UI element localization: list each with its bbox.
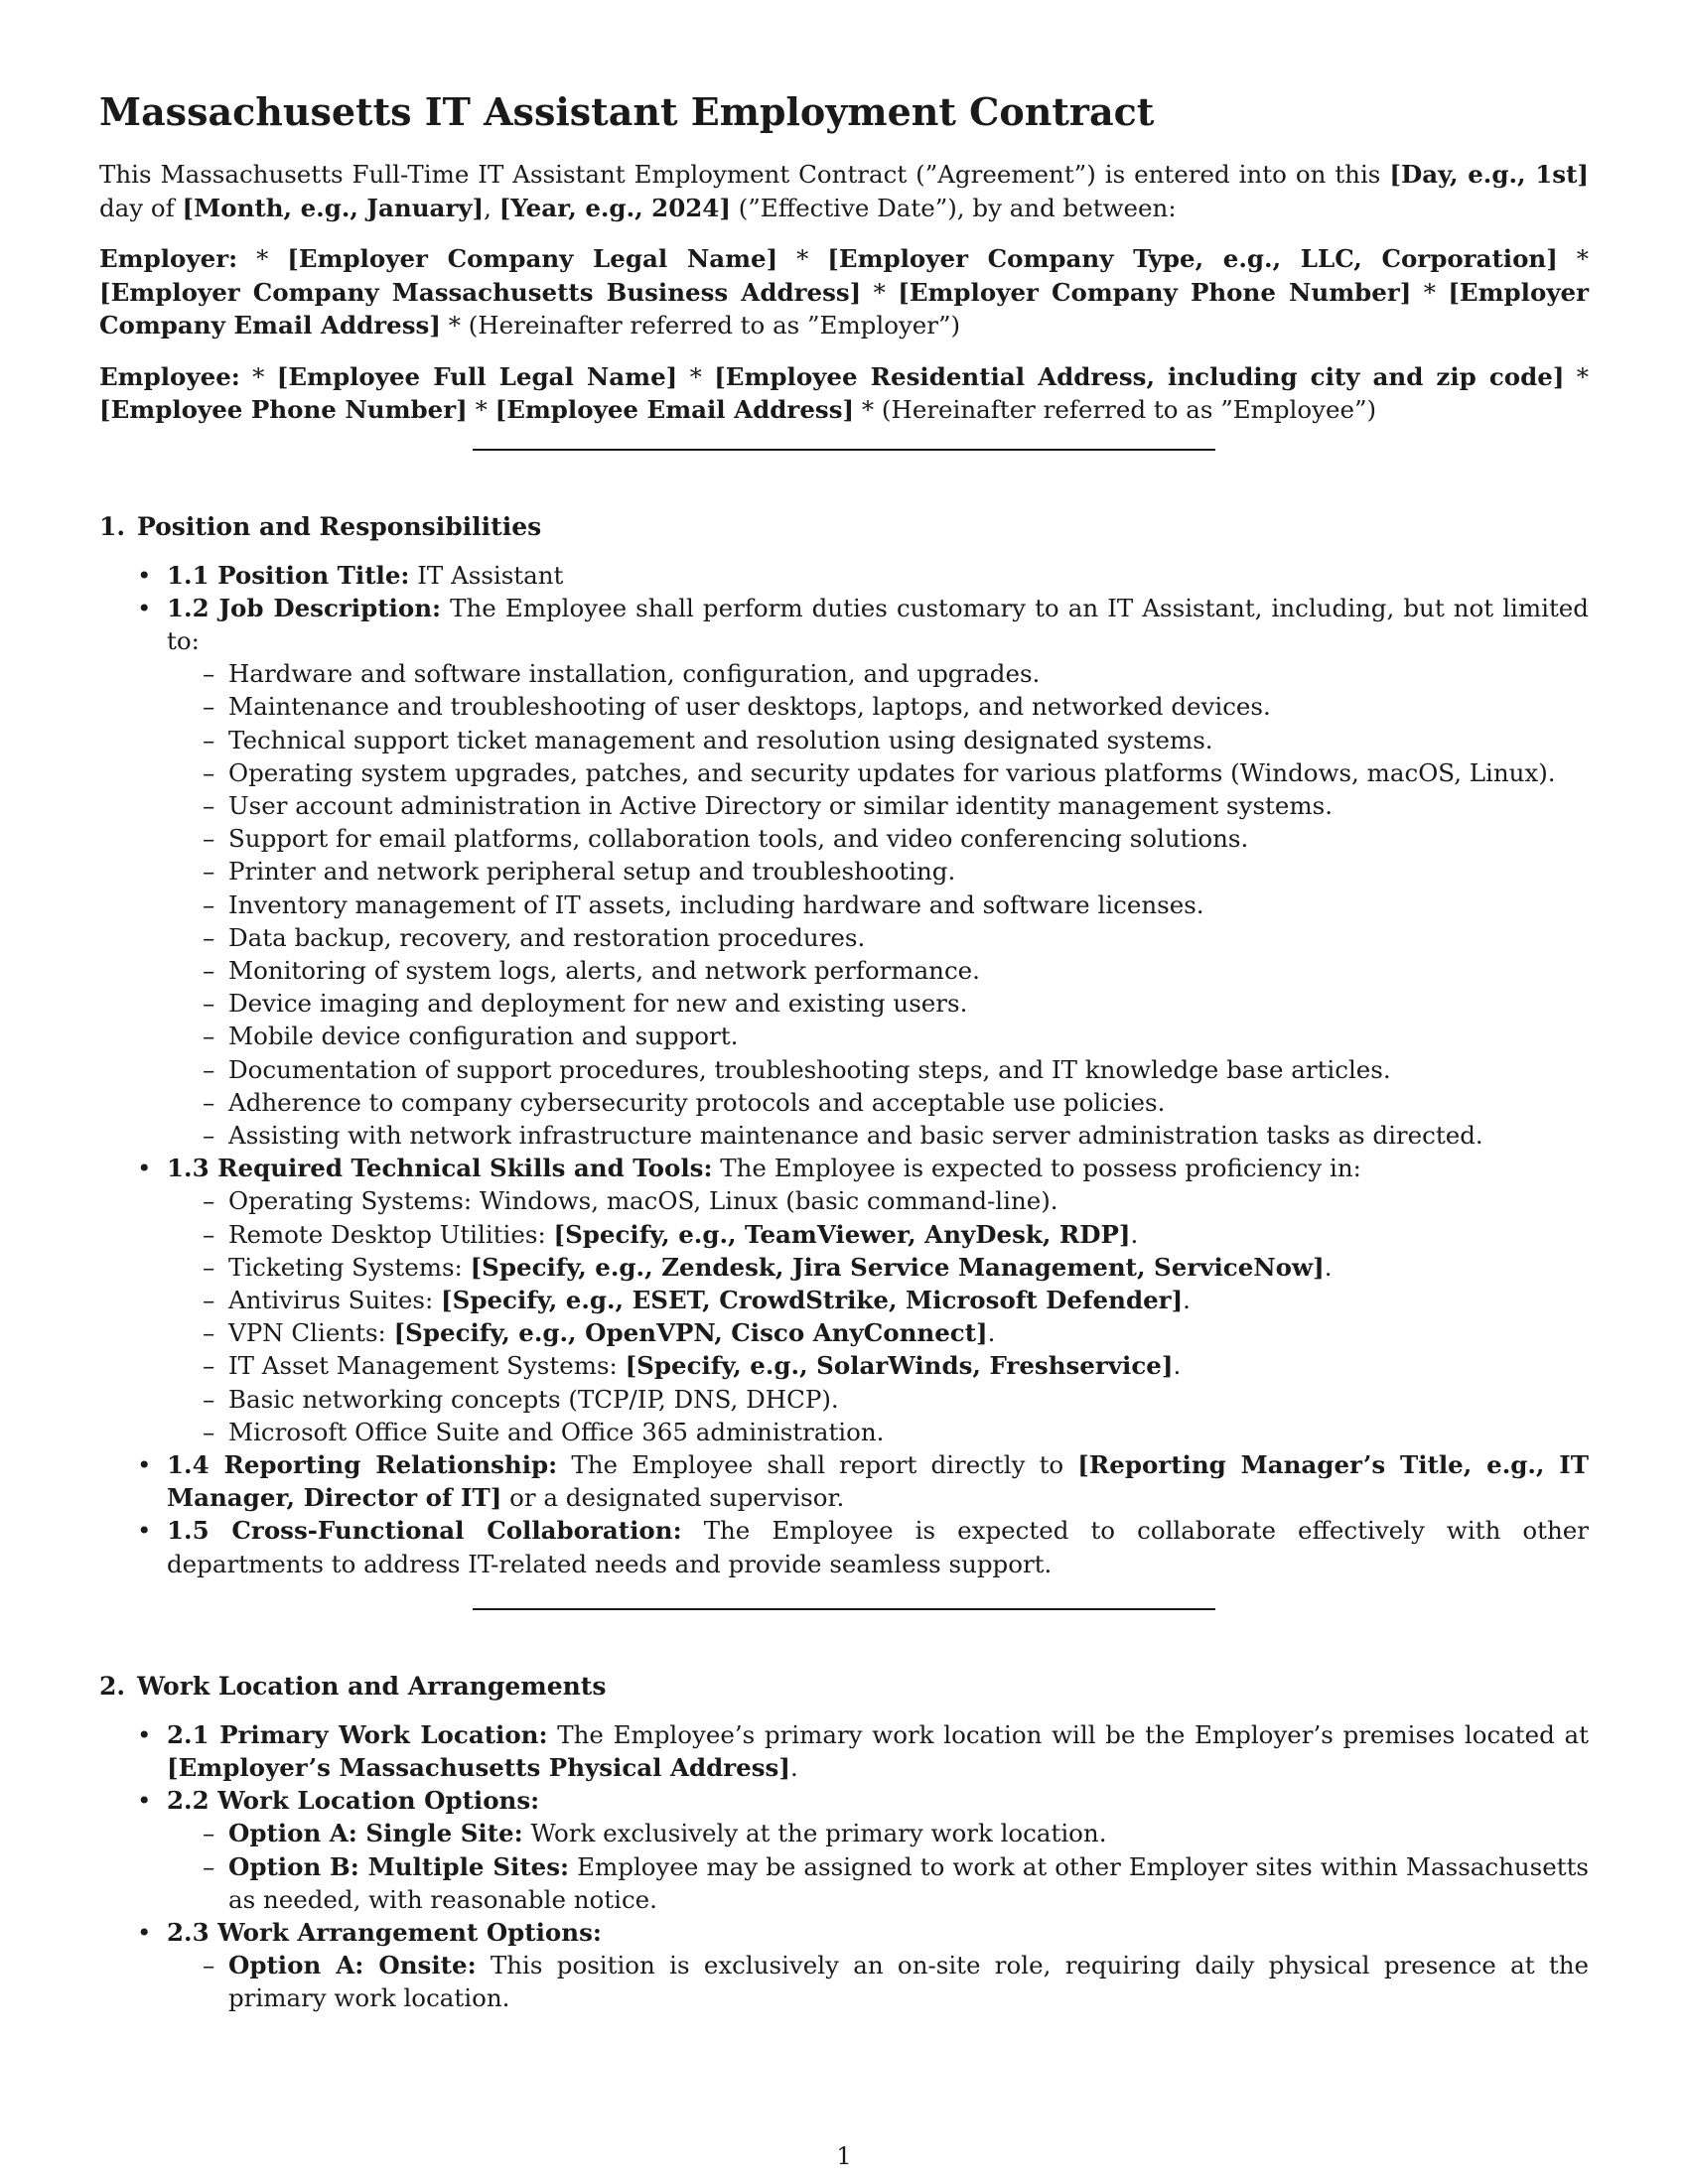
clause-label: 2.1 Primary Work Location: <box>167 1719 548 1749</box>
horizontal-rule <box>473 449 1215 451</box>
option-text: This position is exclusively an on-site role, requiring daily physical presence at the primary work location. <box>228 1951 1589 2013</box>
clause-text: The Employee shall report directly to <box>557 1449 1078 1479</box>
employee-address-placeholder: [Employee Residential Address, including city and zip code] <box>714 361 1565 391</box>
option-label: Option A: Onsite: <box>228 1951 477 1980</box>
separator: * <box>237 244 288 273</box>
section-title: Position and Responsibilities <box>137 511 542 541</box>
option-label: Option B: Multiple Sites: <box>228 1851 570 1881</box>
skills-list <box>99 1184 1589 1448</box>
list-item <box>99 1916 1589 2015</box>
skill-label: VPN Clients: <box>228 1318 394 1348</box>
day-placeholder: [Day, e.g., 1st] <box>1389 160 1589 189</box>
skill-item: – Operating Systems: Windows, macOS, Linux (basic command-line). <box>167 1184 1589 1217</box>
skill-item: – Basic networking concepts (TCP/IP, DNS, DHCP). <box>167 1383 1589 1416</box>
separator: * <box>861 277 899 307</box>
year-placeholder: [Year, e.g., 2024] <box>498 193 731 222</box>
skill-item <box>167 1284 1589 1316</box>
clause-label: 1.4 Reporting Relationship: <box>167 1449 558 1479</box>
duty-item: – Hardware and software installation, configuration, and upgrades. <box>167 657 1589 690</box>
skill-placeholder: [Specify, e.g., OpenVPN, Cisco AnyConnect] <box>393 1318 988 1348</box>
skill-label: Antivirus Suites: <box>228 1285 442 1314</box>
skill-item: – Microsoft Office Suite and Office 365 administration. <box>167 1416 1589 1448</box>
option-item <box>167 1817 1589 1849</box>
employer-type-placeholder: [Employer Company Type, e.g., LLC, Corporation] <box>827 244 1558 273</box>
section-2-heading <box>99 1670 1589 1703</box>
employee-email-placeholder: [Employee Email Address] <box>494 395 855 424</box>
arrangement-options-list <box>99 1949 1589 2014</box>
skill-item <box>167 1349 1589 1382</box>
clause-label: 2.3 Work Arrangement Options: <box>167 1918 602 1948</box>
clause-label: 2.2 Work Location Options: <box>167 1786 540 1816</box>
duty-item: – Support for email platforms, collaboration tools, and video conferencing solutions. <box>167 822 1589 855</box>
section-title: Work Location and Arrangements <box>137 1671 607 1701</box>
duty-item: – Documentation of support procedures, troubleshooting steps, and IT knowledge base articles. <box>167 1053 1589 1086</box>
employer-label: Employer: <box>99 244 238 273</box>
section-number: 1. <box>99 511 126 541</box>
separator: * <box>1557 244 1590 273</box>
clause-text: The Employee shall perform duties customary to an IT Assistant, including, but not limited to: <box>167 593 1589 655</box>
clause-label: 1.3 Required Technical Skills and Tools: <box>167 1154 713 1183</box>
period: . <box>1173 1351 1182 1381</box>
list-item <box>99 559 1589 592</box>
employee-phone-placeholder: [Employee Phone Number] <box>99 395 468 424</box>
horizontal-rule <box>473 1608 1215 1610</box>
list-item <box>99 1784 1589 1916</box>
employer-address-placeholder: [Employer Company Massachusetts Business Address] <box>99 277 862 307</box>
employer-email-placeholder: [Employer Company Email Address] <box>99 277 1590 340</box>
clause-label: 1.5 Cross-Functional Collaboration: <box>167 1516 682 1546</box>
duty-item: – Assisting with network infrastructure maintenance and basic server administration tasks as directed. <box>167 1119 1589 1152</box>
period: . <box>789 1753 798 1782</box>
skill-placeholder: [Specify, e.g., SolarWinds, Freshservice] <box>625 1351 1174 1381</box>
employee-tail: * (Hereinafter referred to as ”Employee”) <box>854 395 1377 424</box>
page-number: 1 <box>836 2142 852 2170</box>
section-1-list <box>99 559 1589 1580</box>
employee-label: Employee: <box>99 361 240 391</box>
separator: * <box>1564 361 1590 391</box>
intro-paragraph <box>99 158 1589 224</box>
skill-item <box>167 1218 1589 1251</box>
separator: * <box>677 361 715 391</box>
section-number: 2. <box>99 1671 126 1701</box>
manager-title-placeholder: [Reporting Manager’s Title, e.g., IT Manager, Director of IT] <box>167 1449 1589 1513</box>
clause-text: IT Assistant <box>409 560 564 590</box>
intro-text: , <box>484 193 499 222</box>
clause-text: The Employee is expected to possess proficiency in: <box>712 1154 1361 1183</box>
duty-item: – Operating system upgrades, patches, and security updates for various platforms (Windows, macOS, Linux). <box>167 756 1589 789</box>
intro-text: day of <box>99 193 183 222</box>
employee-name-placeholder: [Employee Full Legal Name] <box>276 361 678 391</box>
section-1-heading <box>99 510 1589 543</box>
duty-item: – Device imaging and deployment for new and existing users. <box>167 987 1589 1020</box>
period: . <box>1324 1252 1333 1282</box>
duty-item: – Inventory management of IT assets, including hardware and software licenses. <box>167 888 1589 921</box>
document-title: Massachusetts IT Assistant Employment Contract <box>99 89 1155 134</box>
skill-label: Remote Desktop Utilities: <box>228 1219 554 1249</box>
duty-item: – Printer and network peripheral setup and troubleshooting. <box>167 855 1589 887</box>
skill-item <box>167 1316 1589 1349</box>
separator: * <box>467 395 495 424</box>
duties-list <box>99 657 1589 1152</box>
clause-text: The Employee’s primary work location will be the Employer’s premises located at <box>547 1719 1589 1749</box>
clause-label: 1.2 Job Description: <box>167 593 442 622</box>
employer-paragraph <box>99 242 1589 342</box>
duty-item: – Monitoring of system logs, alerts, and network performance. <box>167 954 1589 987</box>
option-text: Work exclusively at the primary work location. <box>522 1819 1107 1848</box>
option-item <box>167 1850 1589 1916</box>
clause-text: The Employee is expected to collaborate effectively with other departments to address IT-related needs and provide seamless support. <box>167 1516 1590 1578</box>
separator: * <box>777 244 828 273</box>
intro-text: (”Effective Date”), by and between: <box>730 193 1177 222</box>
skill-label: Ticketing Systems: <box>228 1252 471 1282</box>
employer-phone-placeholder: [Employer Company Phone Number] <box>898 277 1412 307</box>
skill-item <box>167 1251 1589 1284</box>
duty-item: – Adherence to company cybersecurity protocols and acceptable use policies. <box>167 1086 1589 1119</box>
separator: * <box>1411 277 1449 307</box>
duty-item: – Mobile device configuration and support. <box>167 1020 1589 1052</box>
option-item <box>167 1949 1589 2014</box>
section-2-list <box>99 1718 1589 2015</box>
list-item <box>99 1718 1589 1784</box>
skill-label: IT Asset Management Systems: <box>228 1351 626 1381</box>
duty-item: – Maintenance and troubleshooting of user desktops, laptops, and networked devices. <box>167 690 1589 723</box>
month-placeholder: [Month, e.g., January] <box>182 193 485 222</box>
duty-item: – Data backup, recovery, and restoration procedures. <box>167 921 1589 954</box>
option-label: Option A: Single Site: <box>228 1819 523 1848</box>
duty-item: – User account administration in Active Directory or similar identity management systems. <box>167 789 1589 822</box>
separator: * <box>239 361 277 391</box>
period: . <box>1130 1219 1139 1249</box>
employer-name-placeholder: [Employer Company Legal Name] <box>287 244 778 273</box>
list-item <box>99 592 1589 1152</box>
clause-label: 1.1 Position Title: <box>167 560 410 590</box>
skill-placeholder: [Specify, e.g., TeamViewer, AnyDesk, RDP] <box>553 1219 1131 1249</box>
duty-item: – Technical support ticket management and resolution using designated systems. <box>167 724 1589 756</box>
employee-paragraph <box>99 360 1589 427</box>
employer-tail: * (Hereinafter referred to as ”Employer”) <box>440 311 961 340</box>
period: . <box>1183 1285 1191 1314</box>
skill-placeholder: [Specify, e.g., Zendesk, Jira Service Management, ServiceNow] <box>470 1252 1325 1282</box>
list-item <box>99 1514 1589 1579</box>
skill-placeholder: [Specify, e.g., ESET, CrowdStrike, Microsoft Defender] <box>441 1285 1184 1314</box>
document-page <box>99 89 1589 2015</box>
location-options-list <box>99 1817 1589 1916</box>
period: . <box>987 1318 996 1348</box>
clause-text: or a designated supervisor. <box>501 1483 845 1513</box>
intro-text: This Massachusetts Full-Time IT Assistant Employment Contract (”Agreement”) is entered into on this <box>99 160 1390 189</box>
list-item <box>99 1152 1589 1448</box>
list-item <box>99 1448 1589 1514</box>
option-text: Employee may be assigned to work at other Employer sites within Massachusetts as needed, with reasonable notice. <box>228 1851 1589 1914</box>
physical-address-placeholder: [Employer’s Massachusetts Physical Address] <box>167 1753 790 1782</box>
